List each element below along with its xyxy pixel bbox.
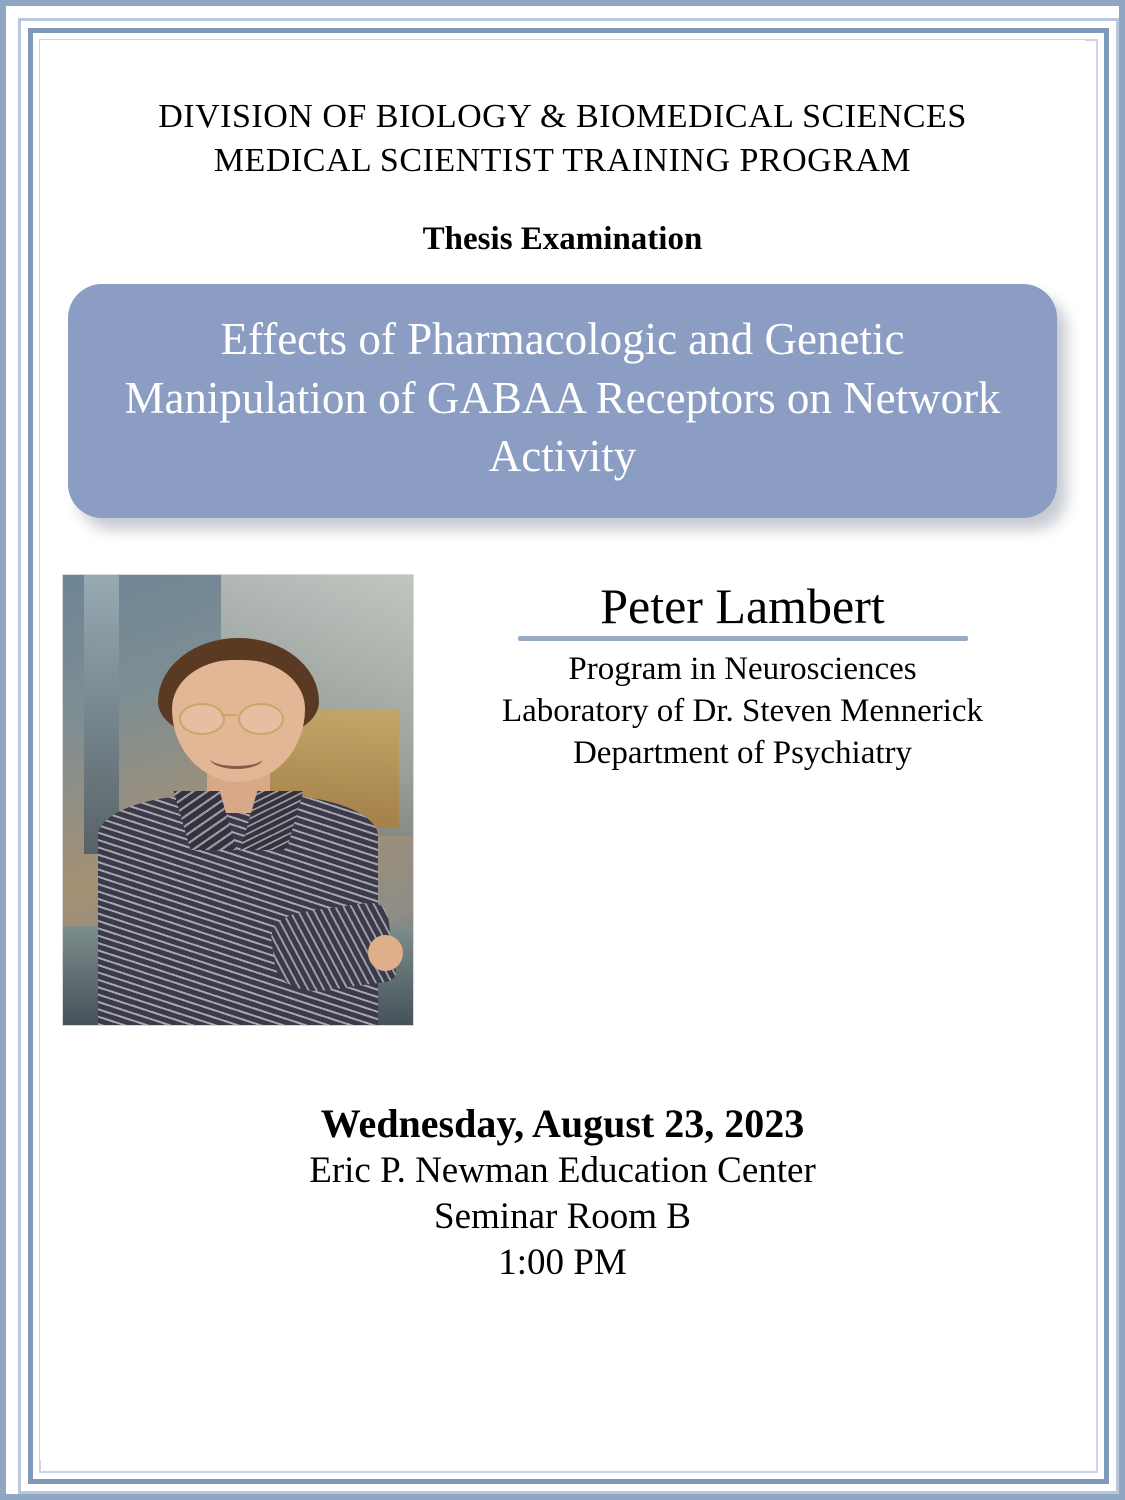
photo-glasses-left <box>179 703 225 735</box>
event-time: 1:00 PM <box>498 1241 627 1283</box>
photo-hand <box>368 935 403 971</box>
speaker-section <box>40 574 1085 1026</box>
division-line: DIVISION OF BIOLOGY & BIOMEDICAL SCIENCES <box>158 98 967 135</box>
photo-column <box>40 574 430 1026</box>
event-venue: Eric P. Newman Education Center <box>309 1149 816 1191</box>
speaker-name-underline <box>518 636 968 641</box>
event-room: Seminar Room B <box>434 1195 691 1237</box>
photo-background-pillar <box>84 575 119 854</box>
program-line: MEDICAL SCIENTIST TRAINING PROGRAM <box>213 142 912 180</box>
poster-header <box>40 40 1085 183</box>
speaker-laboratory: Laboratory of Dr. Steven Mennerick <box>501 692 984 729</box>
photo-glasses-right <box>238 703 284 735</box>
thesis-title: Effects of Pharmacologic and Genetic Manipulation of GABAA Receptors on Network Activity <box>68 284 1057 518</box>
event-date: Wednesday, August 23, 2023 <box>320 1100 805 1146</box>
event-type-label: Thesis Examination <box>422 221 703 258</box>
speaker-name: Peter Lambert <box>600 577 885 634</box>
speaker-department: Department of Psychiatry <box>572 734 913 771</box>
speaker-program: Program in Neurosciences <box>568 651 917 688</box>
event-details <box>40 1100 1085 1286</box>
photo-glasses-bridge <box>221 714 239 716</box>
speaker-info-column <box>430 574 1085 774</box>
speaker-photo <box>62 574 414 1026</box>
title-plate-wrapper <box>68 284 1057 518</box>
poster-content <box>40 40 1085 1460</box>
photo-smile <box>210 748 263 769</box>
